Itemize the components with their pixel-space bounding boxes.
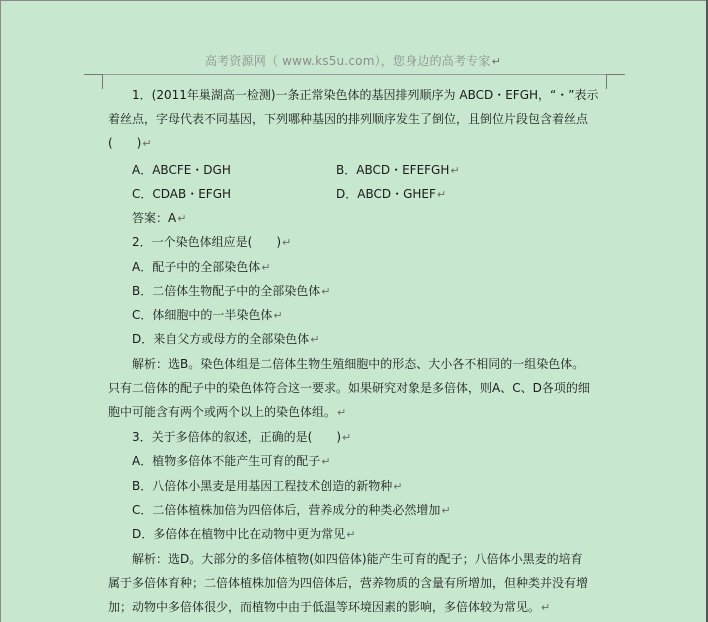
window-left-border	[0, 0, 1, 622]
header-rule	[103, 74, 623, 75]
q2-option-a: A．配子中的全部染色体↵	[132, 260, 271, 274]
q1-option-d: D．ABCD・GHEF↵	[336, 187, 447, 201]
q1-answer: 答案：A↵	[132, 211, 187, 225]
q1-option-c: C．CDAB・EFGH	[132, 187, 232, 201]
margin-corner-right	[606, 74, 625, 89]
margin-corner-left	[84, 74, 103, 89]
q3-explanation-line-3: 加；动物中多倍体很少，而植物中由于低温等环境因素的影响，多倍体较为常见。↵	[108, 600, 551, 614]
q3-explanation-line-2: 属于多倍体育种；二倍体植株加倍为四倍体后，营养物质的含量有所增加，但种类并没有增	[108, 576, 589, 590]
q1-option-b: B．ABCD・EFEFGH↵	[336, 163, 460, 177]
q2-option-b: B．二倍体生物配子中的全部染色体↵	[132, 284, 331, 298]
q2-stem: 2．一个染色体组应是( )↵	[132, 235, 292, 249]
q1-line-3: ( )↵	[108, 136, 152, 150]
q1-line-1: 1．(2011年巢湖高一检测)一条正常染色体的基因排列顺序为 ABCD・EFGH，“・”表示	[132, 88, 599, 102]
q2-explanation-line-1: 解析：选B。染色体组是二倍体生物生殖细胞中的形态、大小各不相同的一组染色体。	[132, 357, 585, 371]
q1-option-a: A．ABCFE・DGH	[132, 163, 231, 177]
q2-option-c: C．体细胞中的一半染色体↵	[132, 308, 283, 322]
page-header	[0, 52, 706, 69]
q3-option-b: B．八倍体小黑麦是用基因工程技术创造的新物种↵	[132, 479, 403, 493]
q2-explanation-line-2: 只有二倍体的配子中的染色体符合这一要求。如果研究对象是多倍体，则A、C、D各项的细	[108, 381, 590, 395]
paragraph-mark-icon: ↵	[491, 55, 502, 68]
q3-explanation-line-1: 解析：选D。大部分的多倍体植物(如四倍体)能产生可育的配子；八倍体小黑麦的培育	[132, 552, 583, 566]
header-text: 高考资源网（ www.ks5u.com），您身边的高考专家	[204, 54, 491, 68]
q2-option-d: D．来自父方或母方的全部染色体↵	[132, 332, 320, 346]
q3-option-c: C．二倍体植株加倍为四倍体后，营养成分的种类必然增加↵	[132, 503, 451, 517]
q1-line-2: 着丝点，字母代表不同基因，下列哪种基因的排列顺序发生了倒位，且倒位片段包含着丝点	[108, 112, 589, 126]
q2-explanation-line-3: 胞中可能含有两个或两个以上的染色体组。↵	[108, 405, 347, 419]
q3-stem: 3．关于多倍体的叙述，正确的是( )↵	[132, 430, 352, 444]
q3-option-a: A．植物多倍体不能产生可育的配子↵	[132, 454, 331, 468]
q3-option-d: D．多倍体在植物中比在动物中更为常见↵	[132, 527, 356, 541]
window-top-border	[0, 0, 706, 1]
